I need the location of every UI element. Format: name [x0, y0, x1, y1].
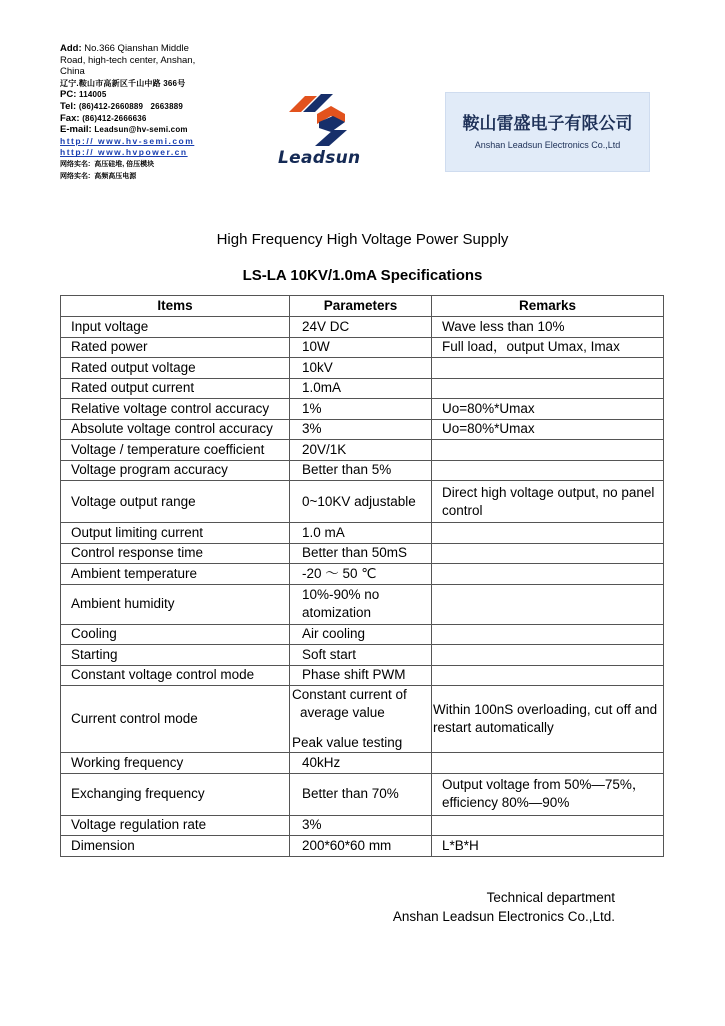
- current-control-param-line-2: average value: [300, 705, 385, 720]
- fax: Fax: (86)412-2666636: [60, 112, 147, 124]
- table-row: [61, 481, 664, 523]
- remark-cell: Uo=80%*Umax: [432, 419, 664, 440]
- parameter-cell: Air cooling: [290, 624, 432, 645]
- table-row: [61, 645, 664, 666]
- header-remarks: Remarks: [432, 296, 664, 317]
- current-control-param-line-1: Constant current of: [292, 687, 407, 702]
- item-cell: Ambient temperature: [61, 564, 290, 585]
- table-row: [61, 753, 664, 774]
- signature-block: [393, 888, 615, 926]
- spec-table: [60, 295, 664, 857]
- parameter-cell: 40kHz: [290, 753, 432, 774]
- parameter-cell: Phase shift PWM: [290, 665, 432, 686]
- table-row: [61, 460, 664, 481]
- item-cell: Dimension: [61, 836, 290, 857]
- table-row: [61, 399, 664, 420]
- item-cell: Starting: [61, 645, 290, 666]
- parameter-cell: 1.0 mA: [290, 523, 432, 544]
- table-row: [61, 440, 664, 461]
- remark-cell: [432, 665, 664, 686]
- remark-cell: [432, 440, 664, 461]
- logo-wordmark: Leadsun: [278, 148, 361, 168]
- spec-title: LS-LA 10KV/1.0mA Specifications: [242, 267, 483, 284]
- table-row: [61, 584, 664, 624]
- item-cell: Working frequency: [61, 753, 290, 774]
- network-keyword-1: 网络实名: 高压硅堆, 倍压模块: [60, 160, 155, 168]
- company-name-chinese: 鞍山雷盛电子有限公司: [462, 114, 633, 134]
- address-line-2: Road, high-tech center, Anshan,: [60, 54, 196, 66]
- contact-block: [60, 43, 235, 182]
- website-link-2[interactable]: http:// www.hvpower.cn: [60, 147, 188, 158]
- parameter-cell: Better than 5%: [290, 460, 432, 481]
- header-items: Items: [61, 296, 290, 317]
- footer-company: Anshan Leadsun Electronics Co.,Ltd.: [392, 909, 615, 924]
- remark-cell: [432, 815, 664, 836]
- table-row: [61, 523, 664, 544]
- item-cell: Rated output current: [61, 378, 290, 399]
- telephone: Tel: (86)412-2660889 2663889: [60, 100, 184, 112]
- item-cell: Current control mode: [61, 686, 290, 753]
- item-cell: Rated output voltage: [61, 358, 290, 379]
- parameter-cell: 24V DC: [290, 317, 432, 338]
- website-link-1[interactable]: http:// www.hv-semi.com: [60, 135, 195, 146]
- item-cell: Cooling: [61, 624, 290, 645]
- table-row: [61, 543, 664, 564]
- item-cell: Exchanging frequency: [61, 773, 290, 815]
- item-cell: Control response time: [61, 543, 290, 564]
- address-line-3: China: [60, 66, 85, 78]
- parameter-cell: Better than 70%: [290, 773, 432, 815]
- parameter-cell: 20V/1K: [290, 440, 432, 461]
- item-cell: Voltage / temperature coefficient: [61, 440, 290, 461]
- document-title: High Frequency High Voltage Power Supply: [216, 231, 509, 248]
- parameter-cell: [290, 686, 432, 753]
- parameter-cell: 3%: [290, 815, 432, 836]
- item-cell: Output limiting current: [61, 523, 290, 544]
- remark-cell: [432, 584, 664, 624]
- parameter-cell: 3%: [290, 419, 432, 440]
- remark-cell: Full load，output Umax, Imax: [432, 337, 664, 358]
- item-cell: Rated power: [61, 337, 290, 358]
- header-parameters: Parameters: [290, 296, 432, 317]
- item-cell: Relative voltage control accuracy: [61, 399, 290, 420]
- table-row: [61, 378, 664, 399]
- remark-cell: Wave less than 10%: [432, 317, 664, 338]
- table-row: [61, 773, 664, 815]
- address-line-1: Add: No.366 Qianshan Middle: [60, 43, 189, 54]
- email: E-mail: Leadsun@hv-semi.com: [60, 124, 188, 136]
- postcode: PC: 114005: [60, 89, 107, 101]
- company-name-banner: [445, 92, 650, 172]
- company-name-english: Anshan Leadsun Electronics Co.,Ltd: [474, 140, 621, 150]
- remark-cell: Within 100nS overloading, cut off and restart automatically: [432, 686, 664, 753]
- remark-cell: [432, 645, 664, 666]
- parameter-cell: 10W: [290, 337, 432, 358]
- item-cell: Voltage regulation rate: [61, 815, 290, 836]
- table-row: [61, 317, 664, 338]
- parameter-cell: Better than 50mS: [290, 543, 432, 564]
- remark-cell: Output voltage from 50%—75%，efficiency 80%—90%: [432, 773, 664, 815]
- remark-cell: [432, 378, 664, 399]
- item-cell: Absolute voltage control accuracy: [61, 419, 290, 440]
- remark-cell: L*B*H: [432, 836, 664, 857]
- table-row: [61, 337, 664, 358]
- table-row: [61, 358, 664, 379]
- parameter-cell: 10kV: [290, 358, 432, 379]
- remark-cell: [432, 753, 664, 774]
- item-cell: Voltage program accuracy: [61, 460, 290, 481]
- remark-cell: [432, 358, 664, 379]
- table-row: [61, 815, 664, 836]
- item-cell: Ambient humidity: [61, 584, 290, 624]
- remark-cell: [432, 523, 664, 544]
- parameter-cell: 10%-90% no atomization: [290, 584, 432, 624]
- item-cell: Input voltage: [61, 317, 290, 338]
- remark-cell: [432, 460, 664, 481]
- parameter-cell: 0~10KV adjustable: [290, 481, 432, 523]
- parameter-cell: 1%: [290, 399, 432, 420]
- table-row: [61, 564, 664, 585]
- item-cell: Voltage output range: [61, 481, 290, 523]
- parameter-cell: 1.0mA: [290, 378, 432, 399]
- remark-cell: [432, 543, 664, 564]
- table-row: [61, 686, 664, 753]
- table-row: [61, 665, 664, 686]
- parameter-cell: Soft start: [290, 645, 432, 666]
- network-keyword-2: 网络实名: 高频高压电源: [60, 172, 137, 180]
- remark-cell: [432, 564, 664, 585]
- footer-department: Technical department: [486, 890, 615, 905]
- table-header-row: [61, 296, 664, 317]
- address-chinese: 辽宁.鞍山市高新区千山中路 366号: [60, 78, 186, 88]
- item-cell: Constant voltage control mode: [61, 665, 290, 686]
- remark-cell: Uo=80%*Umax: [432, 399, 664, 420]
- parameter-cell: 200*60*60 mm: [290, 836, 432, 857]
- remark-cell: [432, 624, 664, 645]
- remark-cell: Direct high voltage output, no panel control: [432, 481, 664, 523]
- table-row: [61, 624, 664, 645]
- parameter-cell: -20 ～ 50 ℃: [290, 564, 432, 585]
- current-control-param-line-3: Peak value testing: [292, 735, 403, 750]
- table-row: [61, 419, 664, 440]
- table-row: [61, 836, 664, 857]
